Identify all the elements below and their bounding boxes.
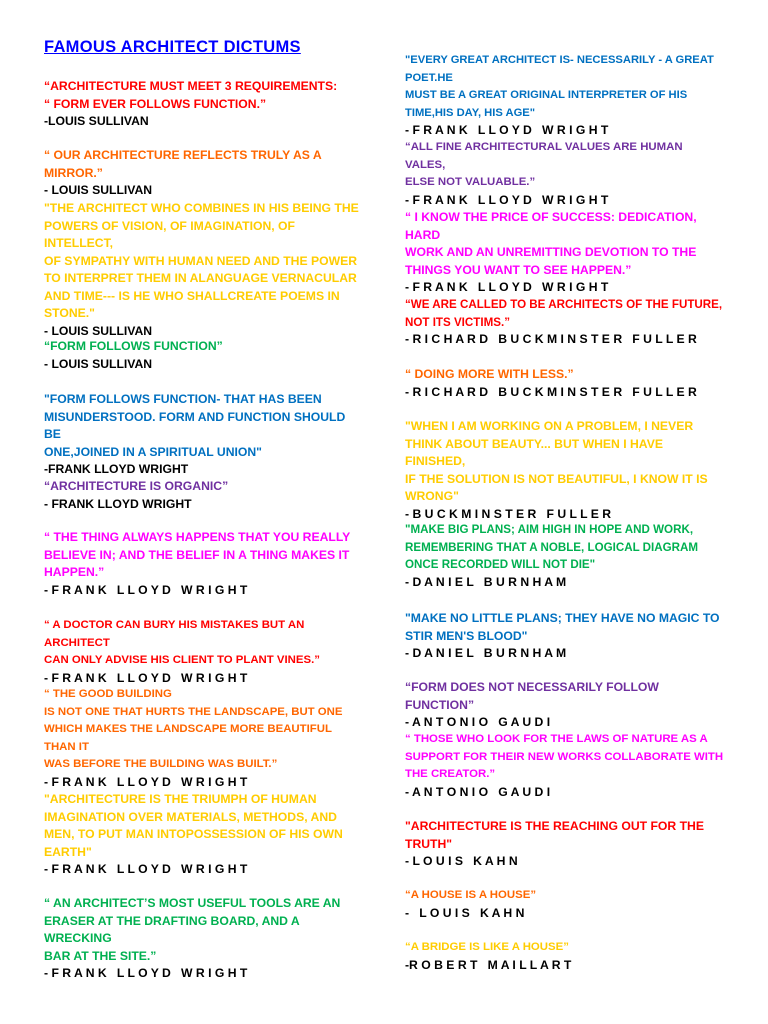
quote-block (405, 296, 725, 349)
quote-author: - F R A N K L L O Y D W R I G H T (44, 774, 248, 789)
quote-author: -LOUIS SULLIVAN (44, 114, 149, 128)
quote-block (405, 418, 725, 523)
quote-author: - D A N I E L B U R N H A M (405, 646, 567, 660)
quote-text: “WE ARE CALLED TO BE ARCHITECTS OF THE FUTURE, NOT ITS VICTIMS.” (405, 298, 723, 329)
quote-text: “ OUR ARCHITECTURE REFLECTS TRULY AS A MIRROR.” (44, 148, 322, 180)
quote-author: -R O B E R T M A I L L A R T (405, 957, 572, 972)
quote-block (44, 147, 364, 200)
quote-text: “ DOING MORE WITH LESS.” (405, 367, 574, 381)
quote-block (44, 200, 364, 340)
quote-text: “ I KNOW THE PRICE OF SUCCESS: DEDICATION, HARD WORK AND AN UNREMITTING DEVOTION TO THE THINGS YOU WANT TO SEE HAPPEN.” (405, 210, 697, 277)
quote-text: “ARCHITECTURE IS ORGANIC” (44, 479, 229, 493)
quote-author: - F R A N K L L O Y D W R I G H T (44, 582, 248, 597)
quote-text: "ARCHITECTURE IS THE REACHING OUT FOR THE TRUTH" (405, 819, 704, 851)
quote-text: “ARCHITECTURE MUST MEET 3 REQUIREMENTS: “ FORM EVER FOLLOWS FUNCTION.” (44, 79, 338, 111)
quote-text: "THE ARCHITECT WHO COMBINES IN HIS BEING THE POWERS OF VISION, OF IMAGINATION, OF INTELLECT, OF SYMPATHY WITH HUMAN NEED AND THE POWER TO INTERPRET THEM IN ALANGUAGE VERNACULAR AND TIME--- IS HE WHO SHALLCREATE POEMS IN STONE." (44, 201, 359, 320)
quote-text: “FORM DOES NOT NECESSARILY FOLLOW FUNCTION” (405, 680, 659, 712)
quote-text: “A BRIDGE IS LIKE A HOUSE” (405, 941, 569, 953)
quote-block (44, 529, 364, 599)
quote-author: - LOUIS SULLIVAN (44, 183, 153, 197)
quote-block (405, 818, 725, 871)
quote-text: “ALL FINE ARCHITECTURAL VALUES ARE HUMAN VALES, ELSE NOT VALUABLE.” (405, 141, 683, 188)
quote-text: “ THE THING ALWAYS HAPPENS THAT YOU REALLY BELIEVE IN; AND THE BELIEF IN A THING MAKES IT HAPPEN.” (44, 530, 351, 579)
quote-block (44, 478, 364, 513)
quote-author: - LOUIS SULLIVAN (44, 356, 153, 371)
quote-author: -FRANK LLOYD WRIGHT (44, 462, 189, 476)
quote-block (405, 610, 725, 663)
quote-author: - D A N I E L B U R N H A M (405, 574, 567, 589)
quote-text: "FORM FOLLOWS FUNCTION- THAT HAS BEEN MISUNDERSTOOD. FORM AND FUNCTION SHOULD BE ONE,JOINED IN A SPIRITUAL UNION" (44, 392, 346, 459)
quote-block (44, 686, 364, 791)
quote-block (44, 617, 364, 687)
quote-text: "ARCHITECTURE IS THE TRIUMPH OF HUMAN IMAGINATION OVER MATERIALS, METHODS, AND MEN, TO PUT MAN INTOPOSSESSION OF HIS OWN EARTH" (44, 792, 343, 859)
quote-block (405, 939, 725, 974)
quote-author: - R I C H A R D B U C K M I N S T E R F U L L E R (405, 384, 697, 399)
quote-text: “ THE GOOD BUILDING IS NOT ONE THAT HURTS THE LANDSCAPE, BUT ONE WHICH MAKES THE LANDSCAPE MORE BEAUTIFUL THAN IT WAS BEFORE THE BUILDING WAS BUILT.” (44, 688, 343, 770)
quote-text: "MAKE BIG PLANS; AIM HIGH IN HOPE AND WORK, REMEMBERING THAT A NOBLE, LOGICAL DIAGRAM ONCE RECORDED WILL NOT DIE" (405, 523, 699, 571)
quote-text: "MAKE NO LITTLE PLANS; THEY HAVE NO MAGIC TO STIR MEN'S BLOOD" (405, 611, 720, 643)
quote-author: - F R A N K L L O Y D W R I G H T (44, 966, 248, 980)
quote-author: - F R A N K L L O Y D W R I G H T (44, 670, 248, 685)
quote-text: “A HOUSE IS A HOUSE” (405, 889, 537, 901)
quote-author: - L O U I S K A H N (405, 854, 518, 868)
quote-author: - R I C H A R D B U C K M I N S T E R F U L L E R (405, 332, 697, 346)
quote-author: - A N T O N I O G A U D I (405, 715, 551, 729)
page-title: FAMOUS ARCHITECT DICTUMS (44, 38, 301, 56)
quote-block (44, 391, 364, 479)
quote-block (405, 209, 725, 297)
quote-block (405, 52, 725, 140)
quote-block (405, 679, 725, 732)
quote-block (405, 139, 725, 209)
quote-text: “ A DOCTOR CAN BURY HIS MISTAKES BUT AN ARCHITECT CAN ONLY ADVISE HIS CLIENT TO PLANT VINES.” (44, 619, 320, 666)
quote-block (44, 895, 364, 983)
quote-author: - B U C K M I N S T E R F U L L E R (405, 506, 612, 521)
quote-block (44, 78, 364, 131)
quote-block (405, 366, 725, 401)
quote-text: “ THOSE WHO LOOK FOR THE LAWS OF NATURE AS A SUPPORT FOR THEIR NEW WORKS COLLABORATE WITH THE CREATOR.” (405, 733, 724, 780)
quote-author: - F R A N K L L O Y D W R I G H T (44, 862, 248, 876)
quote-author: - F R A N K L L O Y D W R I G H T (405, 280, 609, 294)
quote-block (405, 521, 725, 591)
quote-author: - A N T O N I O G A U D I (405, 784, 551, 799)
quote-text: “ AN ARCHITECT’S MOST USEFUL TOOLS ARE AN ERASER AT THE DRAFTING BOARD, AND A WRECKING BAR AT THE SITE.” (44, 896, 341, 963)
quote-author: - L O U I S K A H N (405, 905, 525, 920)
quote-block (405, 887, 725, 922)
quote-author: - LOUIS SULLIVAN (44, 323, 153, 338)
quote-text: "EVERY GREAT ARCHITECT IS- NECESSARILY - A GREAT POET.HE MUST BE A GREAT ORIGINAL INTERPRETER OF HIS TIME,HIS DAY, HIS AGE" (405, 54, 714, 119)
quote-block (405, 731, 725, 801)
quote-author: - F R A N K L L O Y D W R I G H T (405, 192, 609, 207)
quote-text: “FORM FOLLOWS FUNCTION” (44, 339, 223, 353)
quote-author: - F R A N K L L O Y D W R I G H T (405, 123, 609, 137)
quote-author: - FRANK LLOYD WRIGHT (44, 496, 192, 511)
quote-block (44, 338, 364, 373)
quote-text: "WHEN I AM WORKING ON A PROBLEM, I NEVER THINK ABOUT BEAUTY... BUT WHEN I HAVE FINISHED, IF THE SOLUTION IS NOT BEAUTIFUL, I KNOW IT IS WRONG" (405, 419, 708, 503)
quote-block (44, 791, 364, 879)
